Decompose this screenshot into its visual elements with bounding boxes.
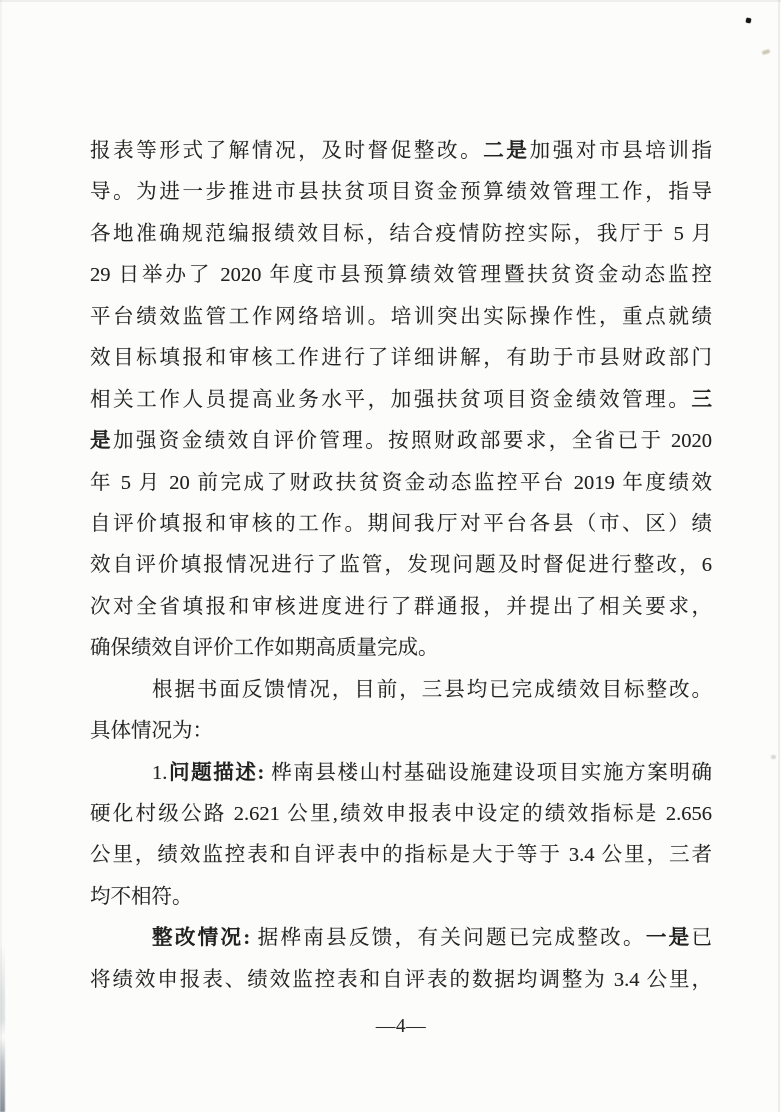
text-run: 效目标填报和审核工作进行了详细讲解，有助于市县财政部门 — [90, 347, 712, 370]
scan-smudge-top-right — [762, 49, 771, 55]
text-run: 公里，绩效监控表和自评表中的指标是大于等于 3.4 公里，三者 — [90, 844, 712, 867]
text-run: 各地准确规范编报绩效目标，结合疫情防控实际，我厅于 5 月 — [90, 222, 712, 245]
text-run: 平台绩效监管工作网络培训。培训突出实际操作性，重点就绩 — [90, 305, 712, 328]
text-line — [90, 214, 712, 255]
text-run: 硬化村级公路 2.621 公里,绩效申报表中设定的绩效指标是 2.656 — [90, 803, 712, 825]
scan-smudge-bottom-left — [0, 945, 5, 1112]
text-run: 均不相符。 — [90, 885, 193, 908]
text-run: 具体情况为： — [90, 720, 213, 743]
text-line — [90, 794, 712, 835]
text-run: 将绩效申报表、绩效监控表和自评表的数据均调整为 3.4 公里， — [90, 968, 712, 991]
text-run: 确保绩效自评价工作如期高质量完成。 — [90, 637, 439, 660]
bold-text-run: 整改情况: — [152, 927, 251, 950]
text-line — [90, 504, 712, 545]
text-line — [90, 421, 712, 462]
text-run: 1. — [152, 761, 168, 784]
scan-edge-line-top — [0, 0, 781, 2]
scan-edge-line-left — [0, 0, 2, 1112]
text-run: 次对全省填报和审核进度进行了群通报，并提出了相关要求， — [90, 595, 712, 618]
text-run: 导。为进一步推进市县扶贫项目资金预算绩效管理工作，指导 — [90, 181, 712, 204]
text-line — [90, 297, 712, 338]
bold-text-run: 是 — [90, 430, 113, 453]
text-line — [90, 835, 712, 876]
text-line — [90, 753, 712, 794]
scan-speck-right — [771, 755, 776, 759]
text-run: 报表等形式了解情况，及时督促整改。 — [90, 140, 484, 162]
bold-text-run: 三 — [691, 388, 712, 411]
text-line — [90, 918, 712, 959]
text-run: 根据书面反馈情况，目前，三县均已完成绩效目标整改。 — [152, 678, 712, 701]
text-line — [90, 628, 712, 669]
text-run: 加强对市县培训指 — [529, 140, 713, 162]
text-run: 自评价填报和审核的工作。期间我厅对平台各县（市、区）绩 — [90, 512, 712, 535]
text-run: 桦南县楼山村基础设施建设项目实施方案明确 — [264, 761, 713, 784]
bold-text-run: 一是 — [645, 927, 692, 950]
text-line — [90, 711, 712, 752]
text-line — [90, 338, 712, 379]
text-run: 据桦南县反馈，有关问题已完成整改。 — [250, 927, 646, 950]
text-line — [90, 172, 712, 213]
text-run: 已 — [691, 927, 713, 950]
text-line — [90, 587, 712, 628]
text-run: 加强资金绩效自评价管理。按照财政部要求，全省已于 2020 — [112, 430, 712, 453]
text-run: 效自评价填报情况进行了监管，发现问题及时督促进行整改，6 — [90, 554, 712, 577]
text-line — [90, 670, 712, 711]
text-line — [90, 877, 712, 918]
text-line — [90, 463, 712, 504]
scan-speck-top-right — [746, 18, 752, 24]
text-run: 年 5 月 20 前完成了财政扶贫资金动态监控平台 2019 年度绩效 — [90, 471, 712, 494]
bold-text-run: 问题描述: — [167, 761, 265, 784]
text-line — [90, 545, 712, 586]
page-number: —4— — [375, 1016, 427, 1037]
text-run: 29 日举办了 2020 年度市县预算绩效管理暨扶贫资金动态监控 — [90, 264, 712, 287]
text-line — [90, 960, 712, 1001]
text-line — [90, 255, 712, 296]
text-line — [90, 131, 712, 172]
text-block — [90, 131, 712, 1001]
text-line — [90, 380, 712, 421]
scan-edge-line-right — [778, 0, 780, 1112]
bold-text-run: 二是 — [483, 140, 530, 162]
text-run: 相关工作人员提高业务水平，加强扶贫项目资金绩效管理。 — [90, 388, 692, 411]
